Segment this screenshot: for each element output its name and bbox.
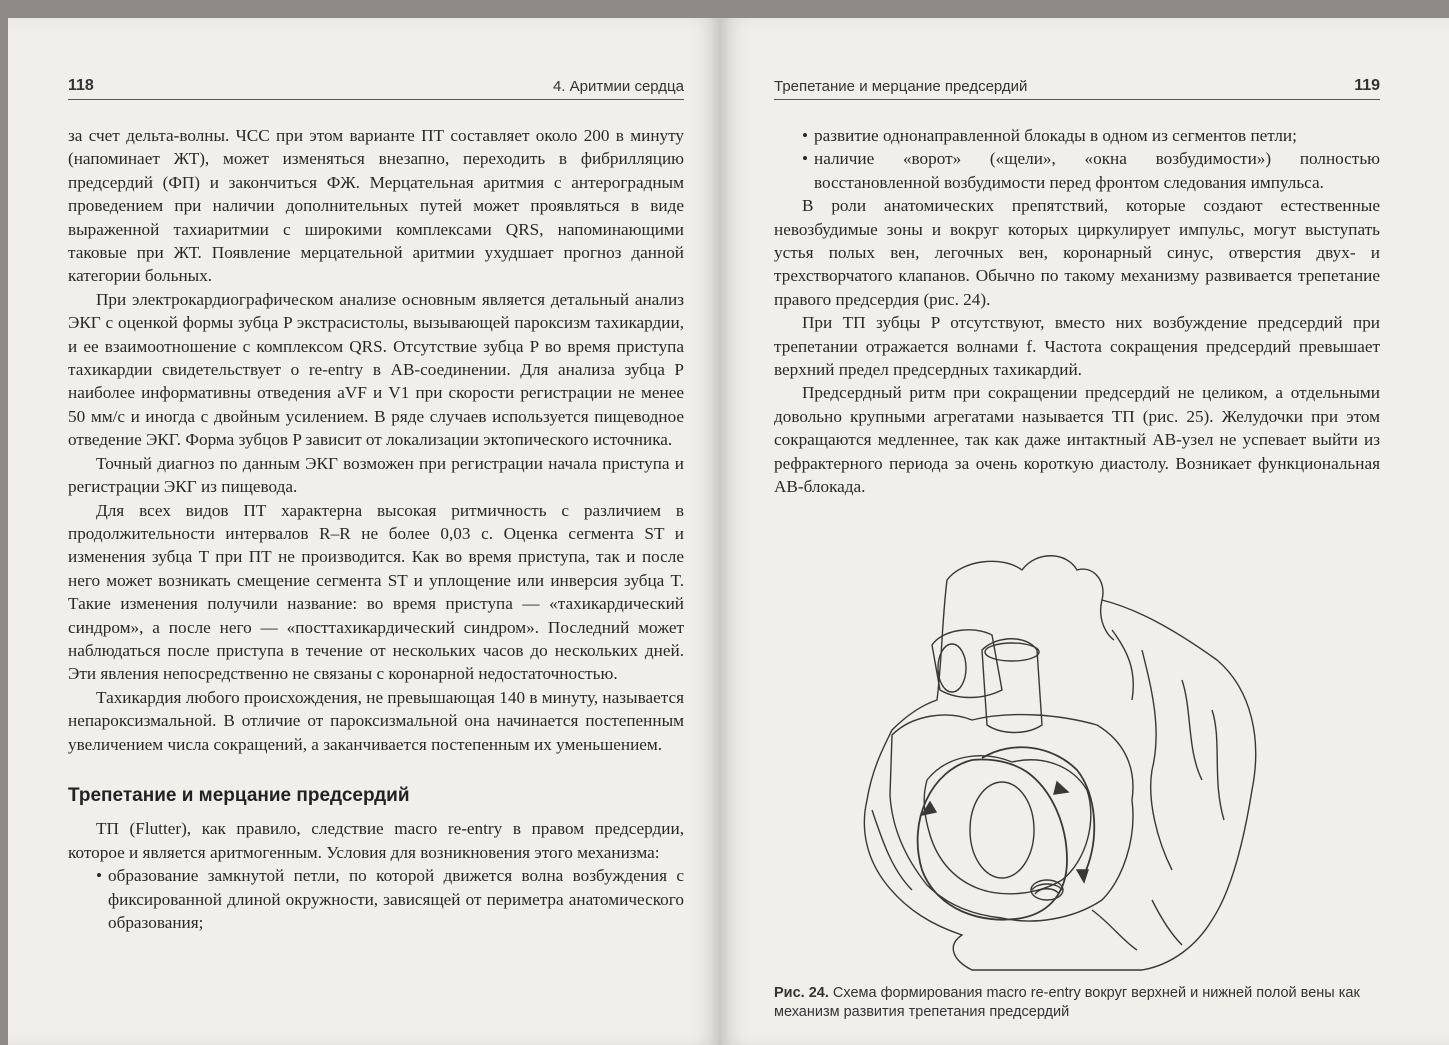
right-paragraph-2: При ТП зубцы P отсутствуют, вместо них возбуждение предсердий при трепетании отражается волнами f. Частота сокращения предсердий превышает верхний предел предсердных тахикардий. — [774, 313, 1380, 380]
right-page-number: 119 — [1354, 77, 1380, 94]
right-running-title: Трепетание и мерцание предсердий — [774, 78, 1028, 95]
left-paragraph-4: Для всех видов ПТ характерна высокая ритмичность с различием в продолжительности интервалов R–R не более 0,03 с. Оценка сегмента ST и изменения зубца T при ПТ не производится. Как во время приступа, так и после него может возникать смещение сегмента ST и уплощение или инверсия зубца T. Такие изменения получили название: во время приступа — «тахикардический синдром», а после него — «посттахикардический синдром». Последний может наблюдаться после приступа в течение от нескольких часов до нескольких дней. Эти явления непосредственно не связаны с коронарной недостаточностью. — [68, 500, 684, 684]
right-running-head — [774, 74, 1380, 100]
heart-diagram-figure — [852, 540, 1322, 980]
right-page — [720, 18, 1449, 1045]
left-paragraph-5: Тахикардия любого происхождения, не превышающая 140 в минуту, называется непароксизмальной. В отличие от пароксизмальной она начинается постепенным увеличением числа сокращений, а заканчивается постепенным их уменьшением. — [68, 687, 684, 754]
left-bullet-list — [68, 864, 684, 934]
bullet-item-3: • наличие «ворот» («щели», «окна возбудимости») полностью восстановленной возбудимости перед фронтом следования импульса. — [774, 147, 1380, 194]
left-paragraph-1: за счет дельта-волны. ЧСС при этом варианте ПТ составляет около 200 в минуту (напоминает ЖТ), может изменяться внезапно, переходить в фибрилляцию предсердий (ФП) и закончиться ФЖ. Мерцательная аритмия с антероградным проведением при наличии дополнительных путей может проявляться в виде выраженной тахиаритмии с широкими комплексами QRS, напоминающими таковые при ЖТ. Появление мерцательной аритмии ухудшает прогноз данной категории больных. — [68, 126, 684, 286]
section-heading: Трепетание и мерцание предсердий — [68, 784, 410, 806]
right-bullet-list — [774, 124, 1380, 194]
vena-cava-shape — [982, 639, 1042, 733]
left-page — [8, 18, 720, 1045]
left-paragraph-6: ТП (Flutter), как правило, следствие macro re-entry в правом предсердии, которое и является аритмогенным. Условия для возникновения этого механизма: — [68, 819, 684, 862]
bullet-item-1: • образование замкнутой петли, по которой движется волна возбуждения с фиксированной длиной окружности, зависящей от периметра анатомического образования; — [68, 864, 684, 934]
bullet-item-2: • развитие однонаправленной блокады в одном из сегментов петли; — [774, 124, 1380, 147]
left-text-column — [68, 124, 684, 934]
left-running-title: 4. Аритмии сердца — [552, 78, 684, 95]
caption-label: Рис. 24. — [774, 985, 829, 1001]
figure-caption — [774, 984, 1380, 1022]
caption-text: Схема формирования macro re-entry вокруг верхней и нижней полой вены как механизм развития трепетания предсердий — [774, 985, 1360, 1020]
left-paragraph-3: Точный диагноз по данным ЭКГ возможен при регистрации начала приступа и регистрации ЭКГ из пищевода. — [68, 453, 684, 497]
left-running-head — [68, 74, 684, 100]
heart-outline — [864, 556, 1255, 970]
inferior-vena-cava — [970, 782, 1034, 878]
right-paragraph-3: Предсердный ритм при сокращении предсердий не целиком, а отдельными довольно крупными агрегатами называется ТП (рис. 25). Желудочки при этом сокращаются медленнее, так как даже интактный АВ-узел не успевает выйти из рефрактерного периода за очень короткую диастолу. Возникает функциональная АВ-блокада. — [774, 383, 1380, 497]
right-text-column — [774, 124, 1380, 499]
right-paragraph-1: В роли анатомических препятствий, которые создают естественные невозбудимые зоны и вокруг которых циркулирует импульс, могут выступать устья полых вен, легочных вен, коронарный синус, отверстия двух- и трехстворчатого клапанов. Обычно по такому механизму развивается трепетание правого предсердия (рис. 24). — [774, 196, 1380, 309]
left-page-number: 118 — [68, 77, 94, 94]
heart-illustration — [852, 540, 1322, 980]
left-paragraph-2: При электрокардиографическом анализе основным является детальный анализ ЭКГ с оценкой формы зубца P экстрасистолы, вызывающей пароксизм тахикардии, и ее взаимоотношение с комплексом QRS. Отсутствие зубца P во время приступа тахикардии свидетельствует о re-entry в АВ-соединении. Для анализа зубца P наиболее информативны отведения aVF и V1 при скорости регистрации не менее 50 мм/с и иногда с двойным усилением. В ряде случаев используется пищеводное отведение ЭКГ. Форма зубцов P зависит от локализации эктопического источника. — [68, 289, 684, 450]
